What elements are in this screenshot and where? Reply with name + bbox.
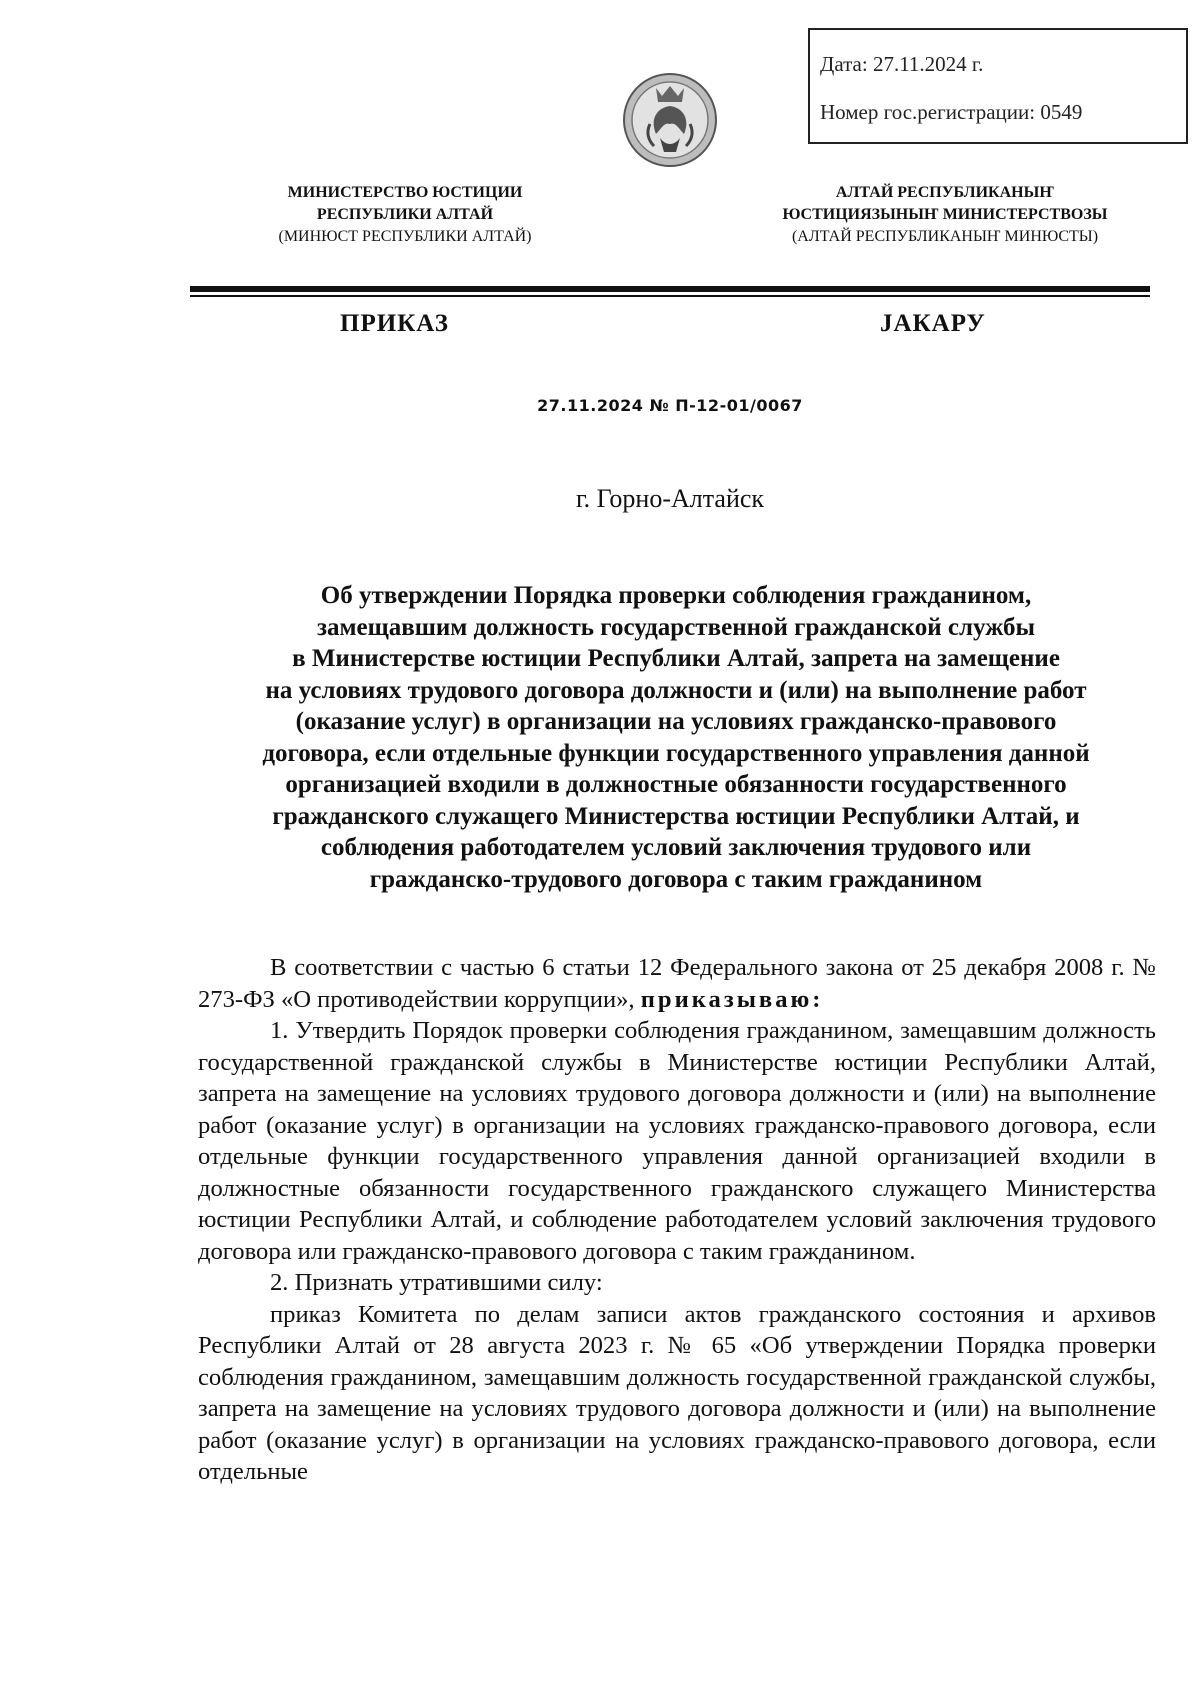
ministry-name-alt-line2: ЮСТИЦИЯЗЫНЫҤ МИНИСТЕРСТВОЗЫ: [782, 206, 1108, 223]
document-date-number: 27.11.2024 № П-12-01/0067: [537, 396, 803, 415]
subject-line: в Министерстве юстиции Республики Алтай, запрета на замещение: [292, 645, 1060, 672]
registration-stamp-box: [808, 28, 1188, 144]
order-title-russian: ПРИКАЗ: [340, 310, 449, 337]
ministry-name-alt-line3: (АЛТАЙ РЕСПУБЛИКАНЫҤ МИНЮСТЫ): [791, 228, 1099, 245]
body-paragraph-item2-text: приказ Комитета по делам записи актов гражданского состояния и архивов Республики Алтай от 28 августа 2023 г. № 65 «Об утверждении Порядка проверки соблюдения гражданином, замещавшим должность государственной гражданской службы, запрета на замещение на условиях трудового договора должности и (или) на выполнение работ (оказание услуг) в организации на условиях гражданско-правового договора, если отдельные: [198, 1300, 1156, 1485]
header-divider-thick: [190, 286, 1150, 292]
body-paragraph-item1: 1. Утвердить Порядок проверки соблюдения гражданином, замещавшим должность государственной гражданской службы в Министерстве юстиции Республики Алтай, запрета на замещение на условиях трудового договора должности и (или) на выполнение работ (оказание услуг) в организации на условиях гражданско-правового договора, если отдельные функции государственного управления данной организацией входили в должностные обязанности государственного гражданского служащего Министерства юстиции Республики Алтай, и соблюдение работодателем условий заключения трудового договора или гражданско-правового договора с таким гражданином.: [198, 1017, 1156, 1265]
body-paragraph-item2: 2. Признать утратившими силу:: [270, 1269, 603, 1296]
registration-number: Номер гос.регистрации: 0549: [820, 100, 1083, 124]
header-divider-thin: [190, 295, 1150, 297]
subject-line: гражданско-трудового договора с таким гражданином: [369, 865, 983, 893]
document-subject-heading: [196, 580, 1156, 895]
body-paragraph-intro: [198, 952, 1156, 1015]
subject-line: Об утверждении Порядка проверки соблюдения гражданином,: [320, 582, 1032, 609]
coat-of-arms-icon: [620, 66, 720, 174]
ministry-name-ru-line3: (МИНЮСТ РЕСПУБЛИКИ АЛТАЙ): [278, 228, 532, 245]
decree-word: приказываю:: [640, 985, 824, 1013]
ministry-name-altai: [740, 182, 1150, 248]
subject-line: замещавшим должность государственной гражданской службы: [316, 613, 1036, 641]
order-title-altai: JАКАРУ: [880, 310, 986, 337]
subject-line: гражданского служащего Министерства юстиции Республики Алтай, и: [272, 802, 1080, 830]
ministry-name-ru-line2: РЕСПУБЛИКИ АЛТАЙ: [316, 206, 494, 223]
subject-line: договора, если отдельные функции государственного управления данной: [262, 739, 1090, 767]
registration-date: Дата: 27.11.2024 г.: [820, 52, 984, 76]
subject-line: соблюдения работодателем условий заключения трудового или: [320, 834, 1032, 861]
subject-line: на условиях трудового договора должности и (или) на выполнение работ: [265, 676, 1087, 704]
ministry-name-alt-line1: АЛТАЙ РЕСПУБЛИКАНЫҤ: [835, 184, 1055, 201]
ministry-name-ru-line1: МИНИСТЕРСТВО ЮСТИЦИИ: [287, 184, 523, 201]
document-body: [198, 952, 1156, 1488]
subject-line: организацией входили в должностные обязанности государственного: [285, 771, 1067, 798]
intro-text: В соответствии с частью 6 статьи 12 Федерального закона от 25 декабря 2008 г. № 273-ФЗ «О противодействии коррупции»,: [198, 954, 1156, 1013]
subject-line: (оказание услуг) в организации на условиях гражданско-правового: [295, 708, 1057, 735]
ministry-name-russian: [240, 182, 570, 248]
city-name: г. Горно-Алтайск: [575, 484, 765, 513]
